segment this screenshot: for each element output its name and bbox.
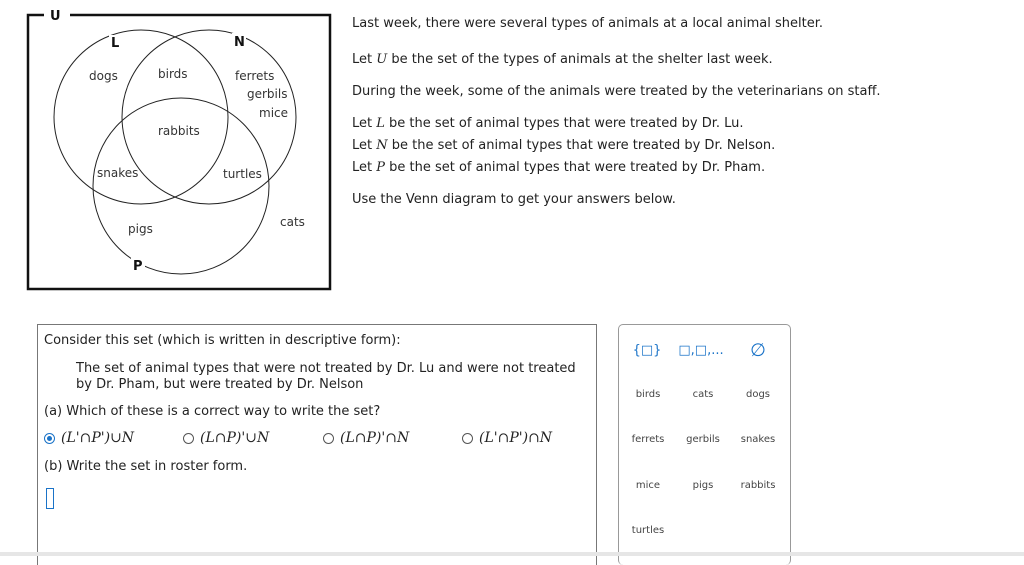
radio-icon[interactable] [183, 433, 194, 444]
element-rabbits: rabbits [158, 124, 200, 138]
set-label-L: L [111, 36, 120, 51]
problem-def-U: Let U be the set of the types of animals at the shelter last week. [352, 52, 773, 67]
problem-def-L: Let L be the set of animal types that were treated by Dr. Lu. [352, 116, 744, 131]
problem-intro: Last week, there were several types of animals at a local animal shelter. [352, 16, 823, 31]
chip-turtles[interactable]: turtles [631, 525, 665, 536]
element-turtles: turtles [223, 167, 262, 181]
option-3[interactable] [323, 428, 409, 448]
option-4[interactable] [462, 428, 552, 448]
universe-label: U [50, 9, 61, 24]
chip-rabbits[interactable]: rabbits [740, 480, 776, 491]
chip-birds[interactable]: birds [635, 389, 661, 400]
element-ferrets: ferrets [235, 69, 275, 83]
element-birds: birds [158, 67, 188, 81]
problem-def-N: Let N be the set of animal types that were treated by Dr. Nelson. [352, 138, 776, 153]
bottom-divider [0, 552, 1024, 556]
option-1-label: (L'∩P')∪N [61, 430, 135, 446]
element-gerbils: gerbils [247, 87, 288, 101]
set-label-N: N [234, 35, 245, 50]
universe-rectangle [28, 15, 330, 289]
option-3-label: (L∩P)'∩N [340, 430, 410, 446]
chip-dogs[interactable]: dogs [745, 389, 771, 400]
option-4-label: (L'∩P')∩N [479, 430, 553, 446]
radio-selected-icon[interactable] [44, 433, 55, 444]
part-b-prompt: (b) Write the set in roster form. [44, 459, 248, 474]
circle-L [54, 30, 228, 204]
element-dogs: dogs [89, 69, 118, 83]
roster-answer-input[interactable] [46, 488, 54, 509]
element-snakes: snakes [97, 166, 139, 180]
chip-snakes[interactable]: snakes [740, 434, 776, 445]
part-a-prompt: (a) Which of these is a correct way to write the set? [44, 404, 381, 419]
venn-diagram [0, 0, 340, 300]
set-label-P: P [133, 259, 143, 274]
option-1[interactable] [44, 428, 134, 448]
chip-mice[interactable]: mice [635, 480, 661, 491]
set-description-line1: The set of animal types that were not treated by Dr. Lu and were not treated [76, 361, 576, 376]
option-2[interactable] [183, 428, 269, 448]
empty-set-button[interactable]: ∅ [750, 339, 766, 361]
chip-gerbils[interactable]: gerbils [686, 434, 720, 445]
chip-ferrets[interactable]: ferrets [631, 434, 665, 445]
element-cats: cats [280, 215, 305, 229]
set-description-line2: by Dr. Pham, but were treated by Dr. Nelson [76, 377, 364, 392]
radio-icon[interactable] [462, 433, 473, 444]
radio-icon[interactable] [323, 433, 334, 444]
chip-pigs[interactable]: pigs [692, 480, 714, 491]
option-2-label: (L∩P)'∪N [200, 430, 270, 446]
element-pigs: pigs [128, 222, 153, 236]
problem-instruction: Use the Venn diagram to get your answers below. [352, 192, 676, 207]
ellipsis-list-button[interactable]: □,□,... [678, 342, 724, 358]
problem-def-P: Let P be the set of animal types that were treated by Dr. Pham. [352, 160, 766, 175]
question-intro: Consider this set (which is written in descriptive form): [44, 333, 401, 348]
chip-cats[interactable]: cats [692, 389, 714, 400]
element-mice: mice [259, 106, 289, 120]
braces-button[interactable]: {□} [632, 342, 662, 358]
problem-context: During the week, some of the animals were treated by the veterinarians on staff. [352, 84, 881, 99]
